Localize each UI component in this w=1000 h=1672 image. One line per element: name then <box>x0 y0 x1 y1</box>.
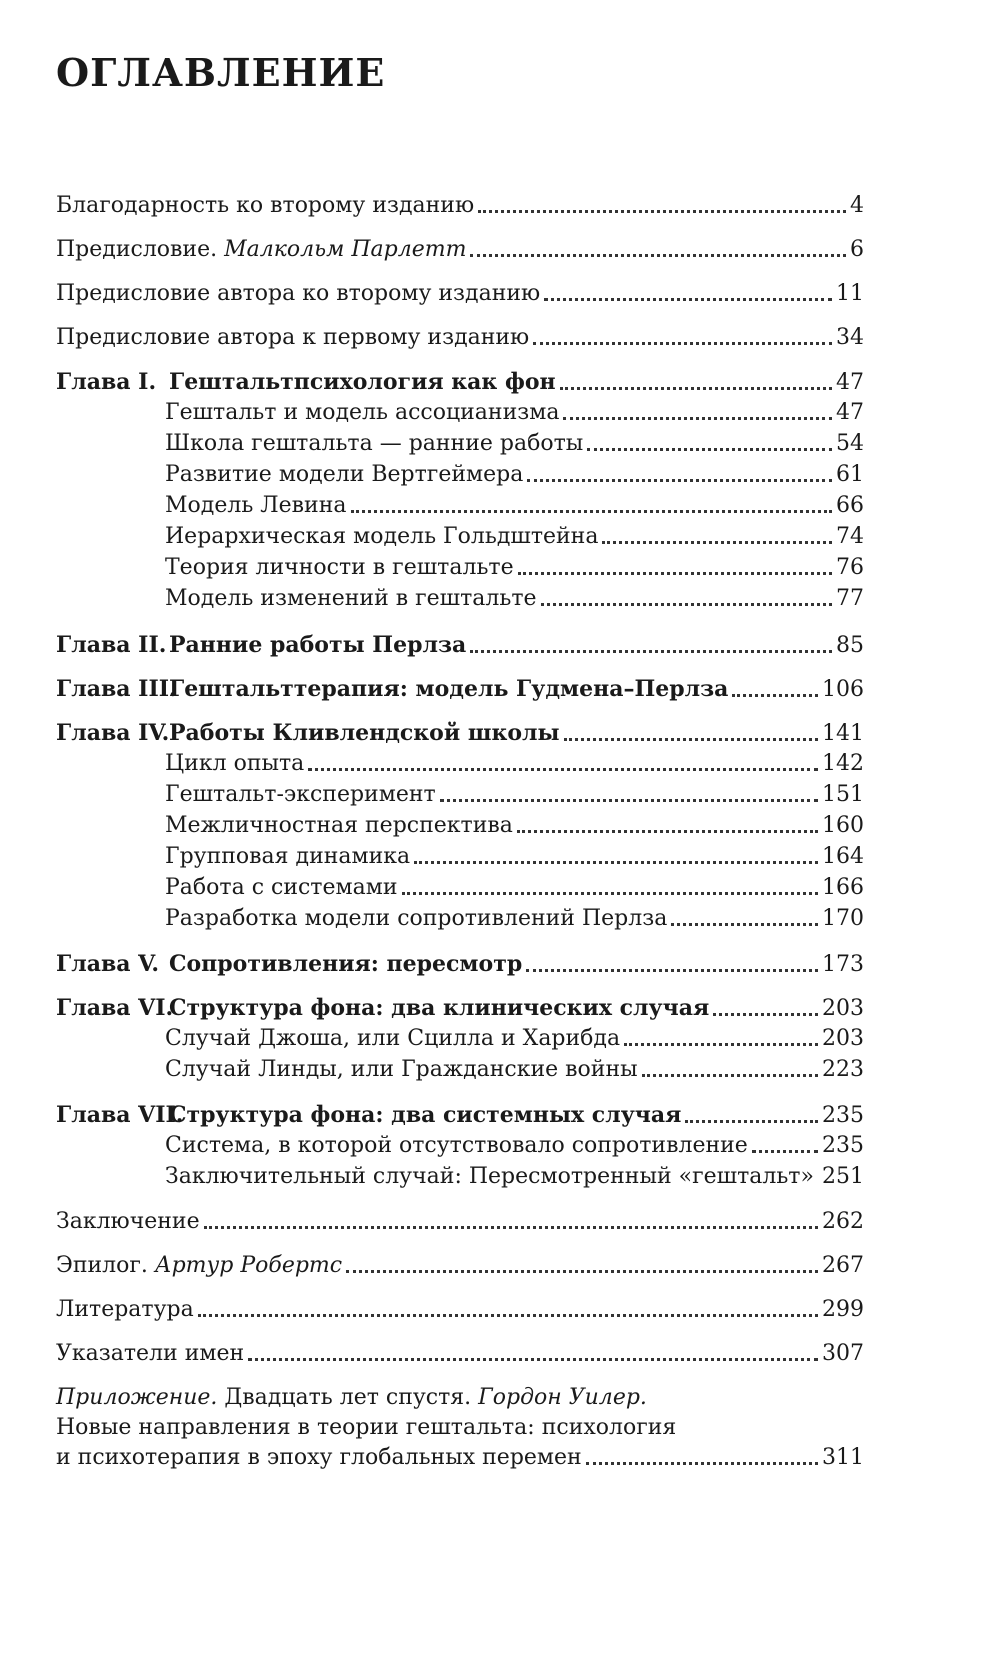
page-number: 160 <box>822 813 864 838</box>
appendix-title-line: Новые направления в теории гештальта: психология <box>56 1415 677 1440</box>
entry-title: Случай Линды, или Гражданские войны <box>165 1057 638 1082</box>
toc-subentry[interactable] <box>165 1132 864 1160</box>
leader-dots <box>346 1256 818 1273</box>
page-number: 203 <box>822 1026 864 1051</box>
leader-dots <box>544 284 832 301</box>
entry-title: Развитие модели Вертгеймера <box>165 462 524 487</box>
toc-entry[interactable] <box>56 1340 864 1368</box>
entry-title: Иерархическая модель Гольдштейна <box>165 524 599 549</box>
entry-title: Гештальт-эксперимент <box>165 782 436 807</box>
chapter-label: Глава VII. <box>56 1102 184 1128</box>
toc-subentry[interactable] <box>165 781 864 809</box>
toc-entry[interactable] <box>56 236 864 264</box>
entry-title: Модель изменений в гештальте <box>165 586 537 611</box>
entry-title: Благодарность ко второму изданию <box>56 193 475 218</box>
entry-title: Предисловие автора ко второму изданию <box>56 281 541 306</box>
page-number: 267 <box>822 1253 864 1278</box>
leader-dots <box>732 680 818 697</box>
appendix-author: Гордон Уилер. <box>478 1385 647 1410</box>
page-number: 66 <box>836 493 864 518</box>
page-number: 311 <box>822 1445 864 1470</box>
toc-subentry[interactable] <box>165 1163 864 1191</box>
leader-dots <box>624 1029 818 1046</box>
entry-title: Теория личности в гештальте <box>165 555 514 580</box>
chapter-label: Глава I. <box>56 369 157 395</box>
entry-title: Система, в которой отсутствовало сопротивление <box>165 1133 748 1158</box>
page-number: 307 <box>822 1341 864 1366</box>
page-number: 251 <box>822 1164 864 1189</box>
page-number: 54 <box>836 431 864 456</box>
leader-dots <box>563 403 832 420</box>
leader-dots <box>602 527 832 544</box>
entry-title: Гештальт и модель ассоцианизма <box>165 400 560 425</box>
leader-dots <box>351 496 833 513</box>
leader-dots <box>478 196 846 213</box>
entry-title: Случай Джоша, или Сцилла и Харибда <box>165 1026 621 1051</box>
leader-dots <box>586 1448 818 1465</box>
chapter-label: Глава VI. <box>56 995 174 1021</box>
entry-title: Работы Кливлендской школы <box>169 720 560 746</box>
entry-title: Гештальтпсихология как фон <box>169 369 556 395</box>
chapter-label: Глава III. <box>56 676 177 702</box>
entry-title: Заключительный случай: Пересмотренный «гештальт» <box>165 1164 814 1189</box>
page-number: 235 <box>822 1103 864 1128</box>
entry-title: Указатели имен <box>56 1341 245 1366</box>
entry-title: Межличностная перспектива <box>165 813 513 838</box>
toc-chapter-entry[interactable] <box>56 631 864 660</box>
leader-dots <box>517 816 818 833</box>
entry-author: Артур Робертс <box>154 1253 343 1278</box>
leader-dots <box>752 1136 818 1153</box>
entry-author: Малкольм Парлетт <box>224 237 467 262</box>
entry-title: Предисловие автора к первому изданию <box>56 325 530 350</box>
page-number: 173 <box>822 952 864 977</box>
page-number: 223 <box>822 1057 864 1082</box>
toc-subentry[interactable] <box>165 430 864 458</box>
toc-entry[interactable] <box>56 280 864 308</box>
chapter-label: Глава II. <box>56 632 167 658</box>
toc-chapter-entry[interactable] <box>56 1101 864 1130</box>
chapter-label: Глава V. <box>56 951 160 977</box>
toc-entry[interactable] <box>56 192 864 220</box>
leader-dots <box>642 1060 818 1077</box>
page-number: 203 <box>822 996 864 1021</box>
toc-chapter-entry[interactable] <box>56 994 864 1023</box>
leader-dots <box>402 878 818 895</box>
page-number: 262 <box>822 1209 864 1234</box>
entry-title: Школа гештальта — ранние работы <box>165 431 584 456</box>
leader-dots <box>308 754 818 771</box>
leader-dots <box>204 1212 818 1229</box>
toc-subentry[interactable] <box>165 523 864 551</box>
entry-title: Эпилог. Артур Робертс <box>56 1253 343 1278</box>
page-number: 151 <box>822 782 864 807</box>
toc-subentry[interactable] <box>165 812 864 840</box>
toc-entry[interactable] <box>56 1296 864 1324</box>
entry-title: Структура фона: два системных случая <box>169 1102 682 1128</box>
entry-title: Гештальттерапия: модель Гудмена–Перлза <box>169 676 729 702</box>
toc-subentry[interactable] <box>165 492 864 520</box>
page-number: 235 <box>822 1133 864 1158</box>
entry-title: Модель Левина <box>165 493 347 518</box>
leader-dots <box>587 434 832 451</box>
page-number: 61 <box>836 462 864 487</box>
entry-title: и психотерапия в эпоху глобальных перемен <box>56 1445 582 1470</box>
toc-entry[interactable] <box>56 1208 864 1236</box>
page-number: 74 <box>836 524 864 549</box>
entry-title: Заключение <box>56 1209 200 1234</box>
page-number: 11 <box>836 281 864 306</box>
toc-subentry[interactable] <box>165 461 864 489</box>
leader-dots <box>470 636 832 653</box>
entry-title: Структура фона: два клинических случая <box>169 995 710 1021</box>
leader-dots <box>685 1106 818 1123</box>
page-number: 85 <box>836 633 864 658</box>
page-number: 164 <box>822 844 864 869</box>
entry-title: Предисловие. Малкольм Парлетт <box>56 237 467 262</box>
leader-dots <box>527 465 832 482</box>
page-number: 6 <box>850 237 864 262</box>
page-number: 76 <box>836 555 864 580</box>
leader-dots <box>560 373 832 390</box>
leader-dots <box>198 1300 818 1317</box>
toc-subentry[interactable] <box>165 750 864 778</box>
leader-dots <box>470 240 846 257</box>
leader-dots <box>564 724 818 741</box>
page-number: 299 <box>822 1297 864 1322</box>
toc-entry[interactable] <box>56 1252 864 1280</box>
page-title: ОГЛАВЛЕНИЕ <box>56 50 386 95</box>
toc-chapter-entry[interactable] <box>56 368 864 397</box>
toc-entry[interactable] <box>56 1444 864 1472</box>
leader-dots <box>541 589 832 606</box>
toc-subentry[interactable] <box>165 585 864 613</box>
entry-title: Групповая динамика <box>165 844 411 869</box>
leader-dots <box>518 558 832 575</box>
leader-dots <box>671 909 818 926</box>
leader-dots <box>414 847 818 864</box>
toc-chapter-entry[interactable] <box>56 675 864 704</box>
toc-chapter-entry[interactable] <box>56 719 864 748</box>
appendix-heading[interactable] <box>56 1384 647 1412</box>
page-number: 4 <box>850 193 864 218</box>
toc-subentry[interactable] <box>165 874 864 902</box>
page-number: 34 <box>836 325 864 350</box>
leader-dots <box>526 955 818 972</box>
leader-dots <box>248 1344 818 1361</box>
page-number: 142 <box>822 751 864 776</box>
page-number: 77 <box>836 586 864 611</box>
chapter-label: Глава IV. <box>56 720 170 746</box>
toc-subentry[interactable] <box>165 554 864 582</box>
page-number: 170 <box>822 906 864 931</box>
toc-entry[interactable] <box>56 324 864 352</box>
entry-title: Работа с системами <box>165 875 398 900</box>
page-number: 47 <box>836 370 864 395</box>
entry-title: Сопротивления: пересмотр <box>169 951 523 977</box>
entry-title: Литература <box>56 1297 194 1322</box>
leader-dots <box>440 785 818 802</box>
toc-chapter-entry[interactable] <box>56 950 864 979</box>
toc-subentry[interactable] <box>165 843 864 871</box>
leader-dots <box>713 999 818 1016</box>
leader-dots <box>533 328 832 345</box>
toc-subentry[interactable] <box>165 1056 864 1084</box>
toc-subentry[interactable] <box>165 1025 864 1053</box>
page-number: 106 <box>822 677 864 702</box>
appendix-subtitle: Двадцать лет спустя. <box>217 1385 479 1410</box>
toc-subentry[interactable] <box>165 905 864 933</box>
page-number: 47 <box>836 400 864 425</box>
entry-title: Цикл опыта <box>165 751 305 776</box>
page-number: 166 <box>822 875 864 900</box>
entry-title: Разработка модели сопротивлений Перлза <box>165 906 668 931</box>
page-number: 141 <box>822 721 864 746</box>
appendix-label: Приложение. <box>56 1385 218 1410</box>
toc-subentry[interactable] <box>165 399 864 427</box>
entry-title: Ранние работы Перлза <box>169 632 467 658</box>
